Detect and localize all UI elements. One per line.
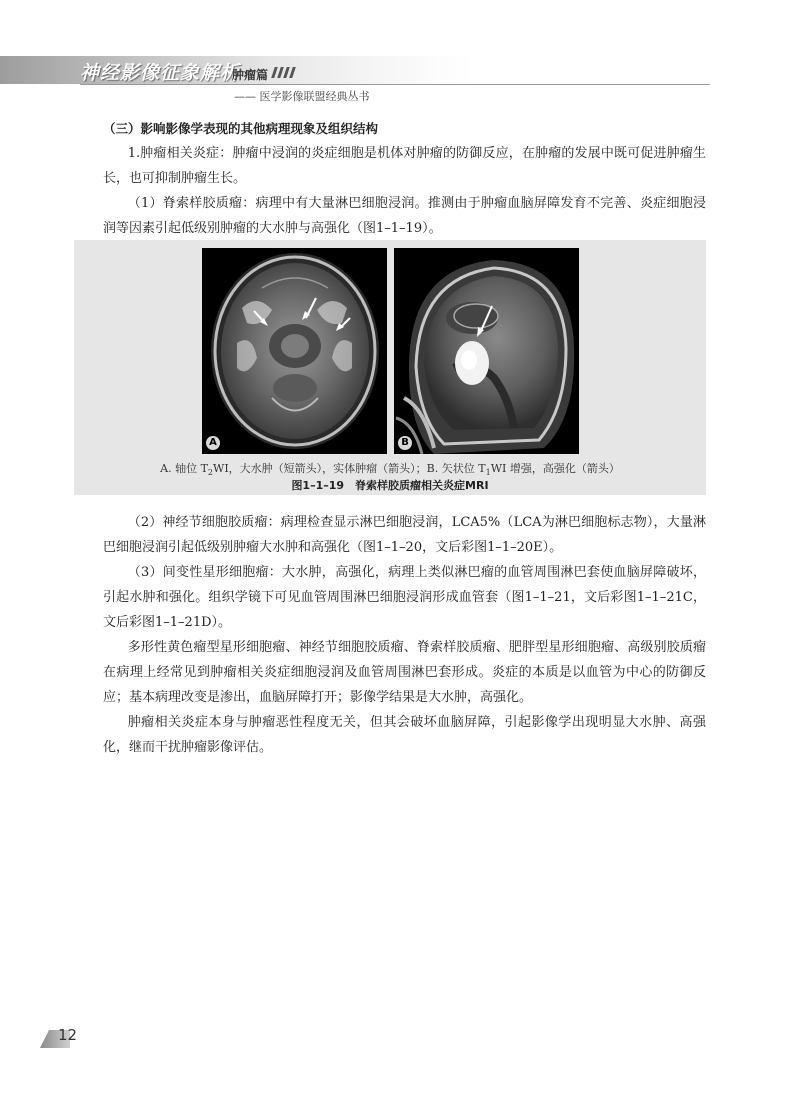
paragraph-4: （3）间变性星形细胞瘤：大水肿，高强化，病理上类似淋巴瘤的血管周围淋巴套使血脑屏障破坏，引起水肿和强化。组织学镜下可见血管周围淋巴细胞浸润形成血管套（图1–1–21，文后彩图1–1–21C，文后彩图1–1–21D）。 [103, 565, 706, 630]
text-block-top [103, 116, 706, 241]
figure-caption: A. 轴位 $T_2WI$，大水肿（短箭头），实体肿瘤（箭头）；B. 矢状位 $T_1WI$ 增强，高强化（箭头） [160, 462, 620, 478]
series-subtitle: —— 医学影像联盟经典丛书 [234, 90, 370, 103]
header-rule [80, 84, 710, 85]
book-title: 神经影像征象解析 [80, 62, 241, 84]
paragraph-2: （1）脊索样胶质瘤：病理中有大量淋巴细胞浸润。推测由于肿瘤血脑屏障发育不完善、炎症细胞浸润等因素引起低级别肿瘤的大水肿与高强化（图1–1–19）。 [103, 196, 706, 236]
figure-1-1-19 [74, 240, 706, 495]
paragraph-3: （2）神经节细胞胶质瘤：病理检查显示淋巴细胞浸润，LCA5%（LCA为淋巴细胞标志物），大量淋巴细胞浸润引起低级别肿瘤大水肿和高强化（图1–1–20，文后彩图1–1–20E）。 [103, 515, 706, 555]
paragraph-6: 肿瘤相关炎症本身与肿瘤恶性程度无关，但其会破坏血脑屏障，引起影像学出现明显大水肿、高强化，继而干扰肿瘤影像评估。 [103, 715, 706, 755]
mri-sagittal-t1-image [394, 248, 579, 454]
header-decoration-bars [273, 67, 294, 78]
text-block-bottom [103, 510, 706, 760]
figure-title: 图1–1–19 脊索样胶质瘤相关炎症MRI [291, 479, 489, 492]
panel-a-label: A [206, 436, 220, 450]
page-number: 12 [58, 1026, 78, 1044]
section-heading: （三）影响影像学表现的其他病理现象及组织结构 [103, 121, 379, 136]
panel-b-label: B [398, 436, 412, 450]
paragraph-1: 1.肿瘤相关炎症：肿瘤中浸润的炎症细胞是机体对肿瘤的防御反应，在肿瘤的发展中既可促进肿瘤生长，也可抑制肿瘤生长。 [103, 146, 706, 186]
section-label: 肿瘤篇 [232, 68, 269, 82]
mri-axial-t2-image [202, 248, 387, 454]
paragraph-5: 多形性黄色瘤型星形细胞瘤、神经节细胞胶质瘤、脊索样胶质瘤、肥胖型星形细胞瘤、高级别胶质瘤在病理上经常见到肿瘤相关炎症细胞浸润及血管周围淋巴套形成。炎症的本质是以血管为中心的防御反应；基本病理改变是渗出，血脑屏障打开；影像学结果是大水肿，高强化。 [103, 640, 706, 705]
